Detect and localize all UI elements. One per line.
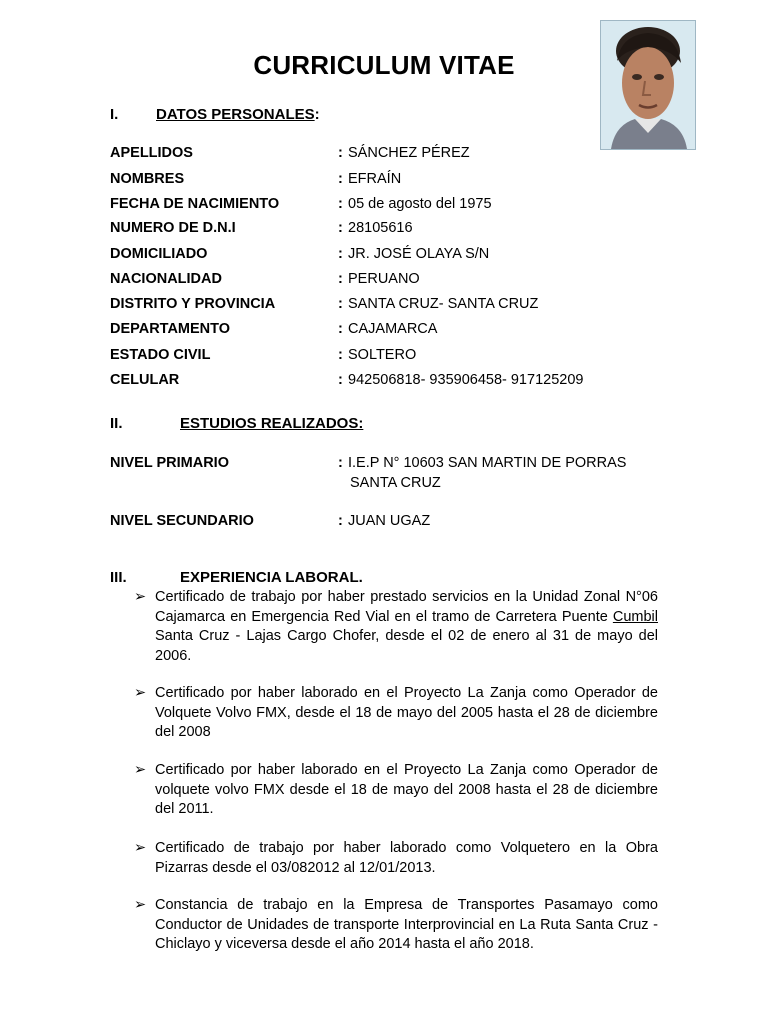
field-value: SANTA CRUZ- SANTA CRUZ [348,296,539,312]
field-value: EFRAÍN [348,171,402,187]
experience-text-part: Santa Cruz - Lajas Cargo Chofer, desde el 02 de enero al 31 de mayo del 2006. [155,628,658,664]
field-separator: : [338,220,343,236]
experience-text [155,588,658,666]
section-number: I. [110,106,119,123]
document-title: CURRICULUM VITAE [253,50,515,80]
field-separator: : [338,145,343,161]
field-label: FECHA DE NACIMIENTO [110,196,280,212]
field-separator: : [338,196,343,212]
experience-text: Certificado por haber laborado en el Proyecto La Zanja como Operador de volquete volvo FMX desde el 18 de mayo del 2008 hasta el 28 de diciembre del 2011. [155,762,658,817]
section-number: II. [110,415,123,432]
field-value: JUAN UGAZ [348,513,431,529]
field-value-line: SANTA CRUZ [350,475,441,491]
field-value: 942506818- 935906458- 917125209 [348,372,584,388]
field-separator: : [338,321,343,337]
field-separator: : [338,513,343,529]
experience-text-underlined: Cumbil [612,608,658,625]
section-title-suffix: : [314,106,320,123]
field-label: APELLIDOS [110,145,193,161]
field-value: JR. JOSÉ OLAYA S/N [348,246,490,262]
field-separator: : [338,296,343,312]
field-value: PERUANO [348,271,420,287]
field-label: NACIONALIDAD [110,271,222,287]
field-separator: : [338,271,343,287]
field-value: 05 de agosto del 1975 [348,196,492,212]
experience-item [134,896,658,955]
profile-photo [600,20,696,150]
field-label: NIVEL PRIMARIO [110,455,229,471]
arrow-bullet-icon: ➢ [134,589,147,605]
arrow-bullet-icon: ➢ [134,897,147,913]
field-separator: : [338,171,343,187]
experience-text: Constancia de trabajo en la Empresa de Transportes Pasamayo como Conductor de Unidades de transporte Interprovincial en La Ruta Santa Cruz - Chiclayo y viceversa desde el año 2014 hasta el año 2018. [155,897,658,952]
field-label: DISTRITO Y PROVINCIA [110,296,276,312]
arrow-bullet-icon: ➢ [134,840,147,856]
experience-text: Certificado por haber laborado en el Proyecto La Zanja como Operador de Volquete Volvo FMX, desde el 18 de mayo del 2005 hasta el 28 de diciembre del 2008 [155,685,658,740]
field-label: DEPARTAMENTO [110,321,231,337]
field-value: 28105616 [348,220,413,236]
section-title: EXPERIENCIA LABORAL. [180,569,363,586]
section-number: III. [110,569,127,586]
field-separator: : [338,455,343,471]
field-separator: : [338,372,343,388]
section-title [156,106,320,123]
field-label: NOMBRES [110,171,185,187]
field-label: ESTADO CIVIL [110,347,211,363]
field-label: NUMERO DE D.N.I [110,220,236,236]
field-label: DOMICILIADO [110,246,208,262]
experience-item [134,684,658,743]
field-label: CELULAR [110,372,180,388]
studies-row [110,453,710,493]
arrow-bullet-icon: ➢ [134,685,147,701]
field-value: SÁNCHEZ PÉREZ [348,145,470,161]
experience-item [134,588,658,666]
section-studies-heading [110,415,410,435]
section-title-text: DATOS PERSONALES [156,106,315,123]
field-separator: : [338,246,343,262]
experience-text-part: Certificado de trabajo por haber prestado servicios en la Unidad Zonal N°06 Cajamarca en Emergencia Red Vial en el tramo de Carretera Puente [155,589,658,625]
section-personal-heading [110,106,410,126]
person-portrait-icon [601,21,695,149]
section-title: ESTUDIOS REALIZADOS: [180,415,364,432]
experience-item [134,761,658,820]
field-value [348,453,668,493]
field-separator: : [338,347,343,363]
field-value: CAJAMARCA [348,321,438,337]
experience-item [134,839,658,878]
field-value: SOLTERO [348,347,417,363]
field-value-line: I.E.P N° 10603 SAN MARTIN DE PORRAS [348,455,627,471]
experience-text: Certificado de trabajo por haber laborado como Volquetero en la Obra Pizarras desde el 03/082012 al 12/01/2013. [155,840,658,876]
arrow-bullet-icon: ➢ [134,762,147,778]
field-label: NIVEL SECUNDARIO [110,513,254,529]
section-experience-heading [110,569,430,589]
